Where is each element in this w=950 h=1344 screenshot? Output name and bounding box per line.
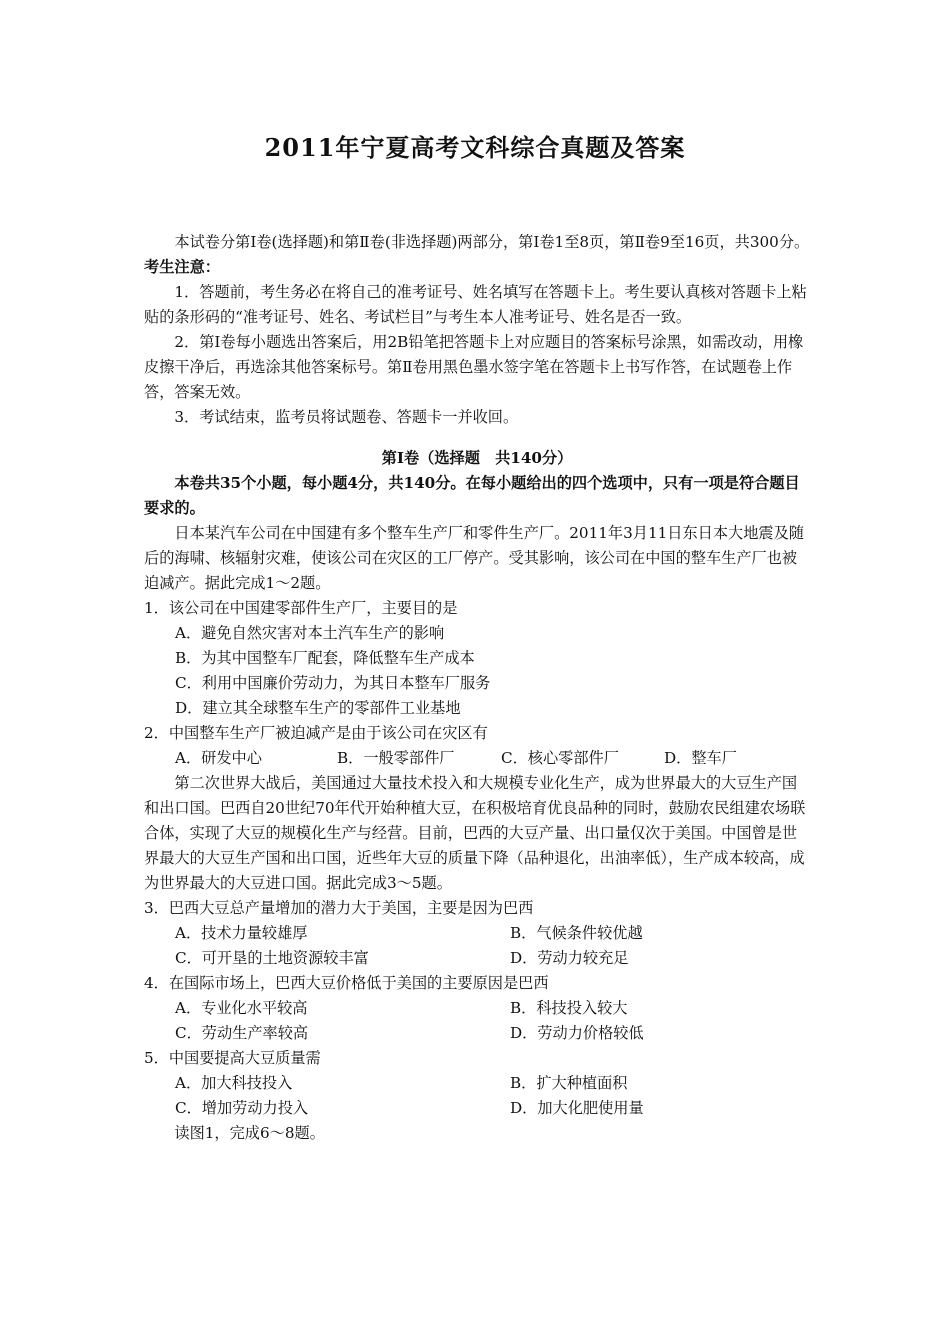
question-5-option: B．扩大种植面积: [510, 1074, 628, 1092]
question-2-stem: 2．中国整车生产厂被迫减产是由于该公司在灾区有: [144, 724, 488, 742]
notice-item: 1．答题前，考生务必在将自己的准考证号、姓名填写在答题卡上。考生要认真核对答题卡上粘贴的条形码的“准考证号、姓名、考试栏目”与考生本人准考证号、姓名是否一致。: [144, 283, 807, 326]
question-2-option: C．核心零部件厂: [501, 749, 619, 767]
question-4-option: C．劳动生产率较高: [175, 1024, 309, 1042]
question-1-stem: 1．该公司在中国建零部件生产厂，主要目的是: [144, 599, 458, 617]
question-5-option: C．增加劳动力投入: [175, 1099, 309, 1117]
question-2-option: D．整车厂: [664, 749, 737, 767]
question-5-stem: 5．中国要提高大豆质量需: [144, 1049, 321, 1067]
question-1-option: A．避免自然灾害对本土汽车生产的影响: [175, 624, 445, 642]
passage-1: 日本某汽车公司在中国建有多个整车生产厂和零件生产厂。2011年3月11日东日本大地震及随后的海啸、核辐射灾难，使该公司在灾区的工厂停产。受其影响，该公司在中国的整车生产厂也被迫减产。据此完成1～2题。: [144, 524, 804, 592]
document-body: [144, 230, 810, 1146]
question-2-option: B．一般零部件厂: [337, 749, 455, 767]
notice-heading: 考生注意：: [144, 258, 220, 276]
question-5-options-row: [144, 1071, 810, 1096]
question-3-option: B．气候条件较优越: [510, 924, 643, 942]
question-3-option: A．技术力量较雄厚: [175, 924, 308, 942]
question-4-option: B．科技投入较大: [510, 999, 628, 1017]
question-4-option: D．劳动力价格较低: [510, 1024, 644, 1042]
question-5-option: A．加大科技投入: [175, 1074, 293, 1092]
question-1-option: C．利用中国廉价劳动力，为其日本整车厂服务: [175, 674, 491, 692]
page-title: 2011年宁夏高考文科综合真题及答案: [264, 133, 686, 162]
question-3-options-row: [144, 921, 810, 946]
notice-item: 2．第Ⅰ卷每小题选出答案后，用2B铅笔把答题卡上对应题目的答案标号涂黑，如需改动，用橡皮擦干净后，再选涂其他答案标号。第Ⅱ卷用黑色墨水签字笔在答题卡上书写作答，在试题卷上作答，答案无效。: [144, 333, 804, 401]
question-2-option: A．研发中心: [175, 749, 262, 767]
intro-paragraph: 本试卷分第Ⅰ卷(选择题)和第Ⅱ卷(非选择题)两部分，第Ⅰ卷1至8页，第Ⅱ卷9至16页，共300分。: [174, 233, 810, 251]
question-3-option: C．可开垦的土地资源较丰富: [175, 949, 369, 967]
section-title: 第Ⅰ卷（选择题 共140分）: [381, 449, 573, 467]
passage-2: 第二次世界大战后，美国通过大量技术投入和大规模专业化生产，成为世界最大的大豆生产国和出口国。巴西自20世纪70年代开始种植大豆，在积极培育优良品种的同时，鼓励农民组建农场联合体，实现了大豆的规模化生产与经营。目前，巴西的大豆产量、出口量仅次于美国。中国曾是世界最大的大豆生产国和出口国，近些年大豆的质量下降（品种退化，出油率低），生产成本较高，成为世界最大的大豆进口国。据此完成3～5题。: [144, 774, 806, 892]
question-1-option: D．建立其全球整车生产的零部件工业基地: [175, 699, 461, 717]
question-3-stem: 3．巴西大豆总产量增加的潜力大于美国，主要是因为巴西: [144, 899, 534, 917]
section-description: 本卷共35个小题，每小题4分，共140分。在每小题给出的四个选项中，只有一项是符合题目要求的。: [144, 474, 800, 517]
closing-instruction: 读图1，完成6～8题。: [174, 1124, 325, 1142]
question-4-options-row: [144, 996, 810, 1021]
question-5-options-row: [144, 1096, 810, 1121]
question-4-options-row: [144, 1021, 810, 1046]
question-5-option: D．加大化肥使用量: [510, 1099, 644, 1117]
question-4-option: A．专业化水平较高: [175, 999, 308, 1017]
notice-item: 3．考试结束，监考员将试题卷、答题卡一并收回。: [174, 408, 519, 426]
question-2-options: [144, 746, 810, 771]
question-1-option: B．为其中国整车厂配套，降低整车生产成本: [175, 649, 475, 667]
question-4-stem: 4．在国际市场上，巴西大豆价格低于美国的主要原因是巴西: [144, 974, 549, 992]
question-3-option: D．劳动力较充足: [510, 949, 629, 967]
question-3-options-row: [144, 946, 810, 971]
